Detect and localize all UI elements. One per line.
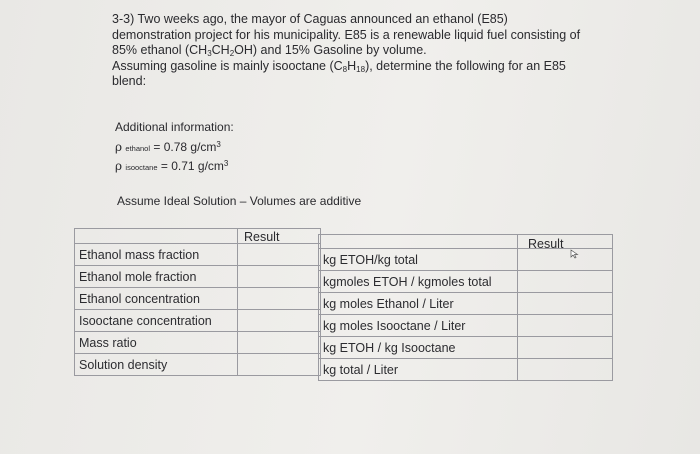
- text-fragment: H: [347, 58, 357, 73]
- ethanol-density: [115, 140, 221, 154]
- table-row: [319, 249, 613, 271]
- row-label: Ethanol mass fraction: [75, 244, 238, 266]
- header-spacer: [238, 229, 321, 244]
- result-cell[interactable]: [518, 315, 613, 337]
- unit-label: kg moles Isooctane / Liter: [319, 315, 518, 337]
- results-tables: [70, 222, 618, 398]
- right-result-header: Result: [528, 237, 564, 251]
- subscript: 3: [207, 49, 212, 58]
- result-cell[interactable]: [238, 288, 321, 310]
- result-cell[interactable]: [518, 359, 613, 381]
- problem-statement: [112, 12, 592, 90]
- table-row: [319, 271, 613, 293]
- table-row: [319, 359, 613, 381]
- text-fragment: Assuming gasoline is mainly isooctane (C: [112, 58, 343, 73]
- result-cell[interactable]: [238, 310, 321, 332]
- problem-line-4: [112, 59, 592, 75]
- text-fragment: ), determine the following for an E85: [365, 58, 566, 73]
- row-label: Mass ratio: [75, 332, 238, 354]
- superscript: 3: [216, 140, 221, 149]
- density-subscript: ethanol: [125, 144, 151, 153]
- density-value: = 0.71 g/cm: [160, 159, 224, 173]
- unit-label: kg moles Ethanol / Liter: [319, 293, 518, 315]
- text-fragment: OH) and 15% Gasoline by volume.: [234, 43, 427, 57]
- result-cell[interactable]: [518, 271, 613, 293]
- result-cell[interactable]: [238, 244, 321, 266]
- table-row: [319, 315, 613, 337]
- density-value: = 0.78 g/cm: [153, 140, 217, 154]
- header-spacer: [75, 229, 238, 244]
- table-row: [75, 229, 321, 244]
- table-row: [319, 293, 613, 315]
- result-cell[interactable]: [518, 249, 613, 271]
- subscript: 2: [229, 49, 235, 58]
- table-row: [75, 310, 321, 332]
- mouse-pointer-icon: [570, 249, 580, 259]
- subscript: 8: [342, 64, 348, 74]
- density-subscript: isooctane: [125, 163, 158, 172]
- table-row: [75, 244, 321, 266]
- quantities-table: [74, 228, 321, 376]
- row-label: Ethanol concentration: [75, 288, 238, 310]
- subscript: 18: [356, 64, 366, 74]
- table-row: [75, 288, 321, 310]
- problem-line-2: demonstration project for his municipality. E85 is a renewable liquid fuel consisting of: [112, 27, 581, 42]
- table-row: [75, 266, 321, 288]
- unit-label: kg total / Liter: [319, 359, 518, 381]
- unit-label: kgmoles ETOH / kgmoles total: [319, 271, 518, 293]
- isooctane-density: [115, 159, 228, 173]
- rho-symbol: ρ: [115, 140, 123, 154]
- header-spacer: [319, 235, 518, 249]
- row-label: Ethanol mole fraction: [75, 266, 238, 288]
- left-result-header: Result: [244, 230, 280, 244]
- result-cell[interactable]: [238, 266, 321, 288]
- result-cell[interactable]: [518, 293, 613, 315]
- table-row: [75, 332, 321, 354]
- table-row: [319, 337, 613, 359]
- row-label: Isooctane concentration: [75, 310, 238, 332]
- table-row: [319, 235, 613, 249]
- table-row: [75, 354, 321, 376]
- units-table: [318, 234, 613, 381]
- superscript: 3: [223, 159, 229, 168]
- result-cell[interactable]: [238, 354, 321, 376]
- row-label: Solution density: [75, 354, 238, 376]
- result-cell[interactable]: [518, 337, 613, 359]
- text-fragment: 85% ethanol (CH: [112, 43, 208, 57]
- header-spacer: [518, 235, 613, 249]
- problem-line-5: blend:: [112, 74, 147, 88]
- unit-label: kg ETOH/kg total: [319, 249, 518, 271]
- result-cell[interactable]: [238, 332, 321, 354]
- unit-label: kg ETOH / kg Isooctane: [319, 337, 518, 359]
- assumption-text: Assume Ideal Solution – Volumes are additive: [117, 194, 362, 208]
- problem-line-3: [112, 43, 592, 59]
- problem-line-1: 3-3) Two weeks ago, the mayor of Caguas announced an ethanol (E85): [112, 12, 508, 26]
- rho-symbol: ρ: [115, 159, 123, 173]
- additional-info-title: Additional information:: [115, 120, 234, 134]
- text-fragment: CH: [211, 43, 230, 57]
